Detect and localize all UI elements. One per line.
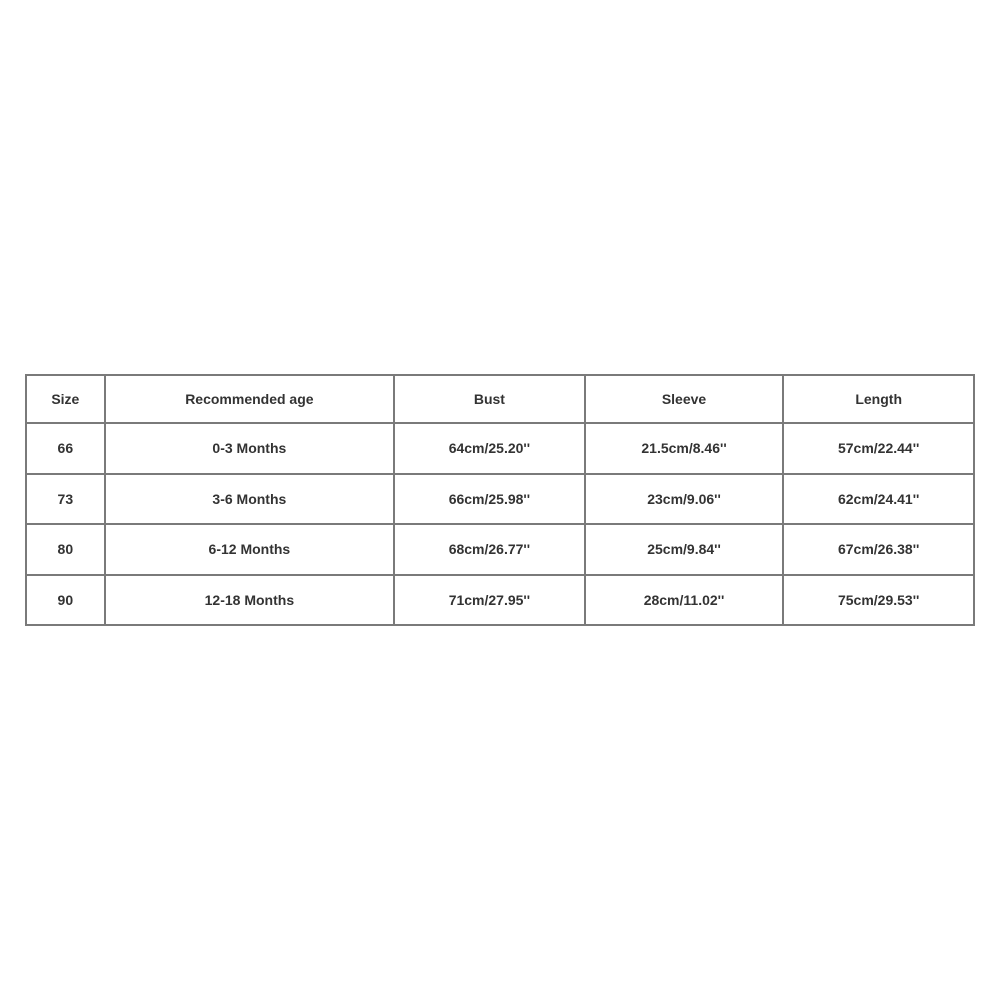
cell-recommended-age: 3-6 Months bbox=[105, 474, 394, 525]
cell-recommended-age: 6-12 Months bbox=[105, 524, 394, 575]
cell-bust: 71cm/27.95'' bbox=[394, 575, 585, 626]
cell-sleeve: 21.5cm/8.46'' bbox=[585, 423, 784, 474]
size-chart-table bbox=[25, 374, 975, 626]
cell-size: 73 bbox=[26, 474, 105, 525]
table-header-row bbox=[26, 375, 974, 423]
cell-length: 62cm/24.41'' bbox=[783, 474, 974, 525]
table-row bbox=[26, 474, 974, 525]
cell-bust: 66cm/25.98'' bbox=[394, 474, 585, 525]
cell-recommended-age: 12-18 Months bbox=[105, 575, 394, 626]
cell-bust: 68cm/26.77'' bbox=[394, 524, 585, 575]
cell-size: 80 bbox=[26, 524, 105, 575]
cell-length: 75cm/29.53'' bbox=[783, 575, 974, 626]
cell-length: 67cm/26.38'' bbox=[783, 524, 974, 575]
cell-size: 66 bbox=[26, 423, 105, 474]
cell-length: 57cm/22.44'' bbox=[783, 423, 974, 474]
cell-sleeve: 23cm/9.06'' bbox=[585, 474, 784, 525]
table-row bbox=[26, 575, 974, 626]
cell-recommended-age: 0-3 Months bbox=[105, 423, 394, 474]
cell-sleeve: 25cm/9.84'' bbox=[585, 524, 784, 575]
table-row bbox=[26, 524, 974, 575]
header-size: Size bbox=[26, 375, 105, 423]
cell-sleeve: 28cm/11.02'' bbox=[585, 575, 784, 626]
header-recommended-age: Recommended age bbox=[105, 375, 394, 423]
header-bust: Bust bbox=[394, 375, 585, 423]
header-sleeve: Sleeve bbox=[585, 375, 784, 423]
header-length: Length bbox=[783, 375, 974, 423]
cell-bust: 64cm/25.20'' bbox=[394, 423, 585, 474]
cell-size: 90 bbox=[26, 575, 105, 626]
table-row bbox=[26, 423, 974, 474]
